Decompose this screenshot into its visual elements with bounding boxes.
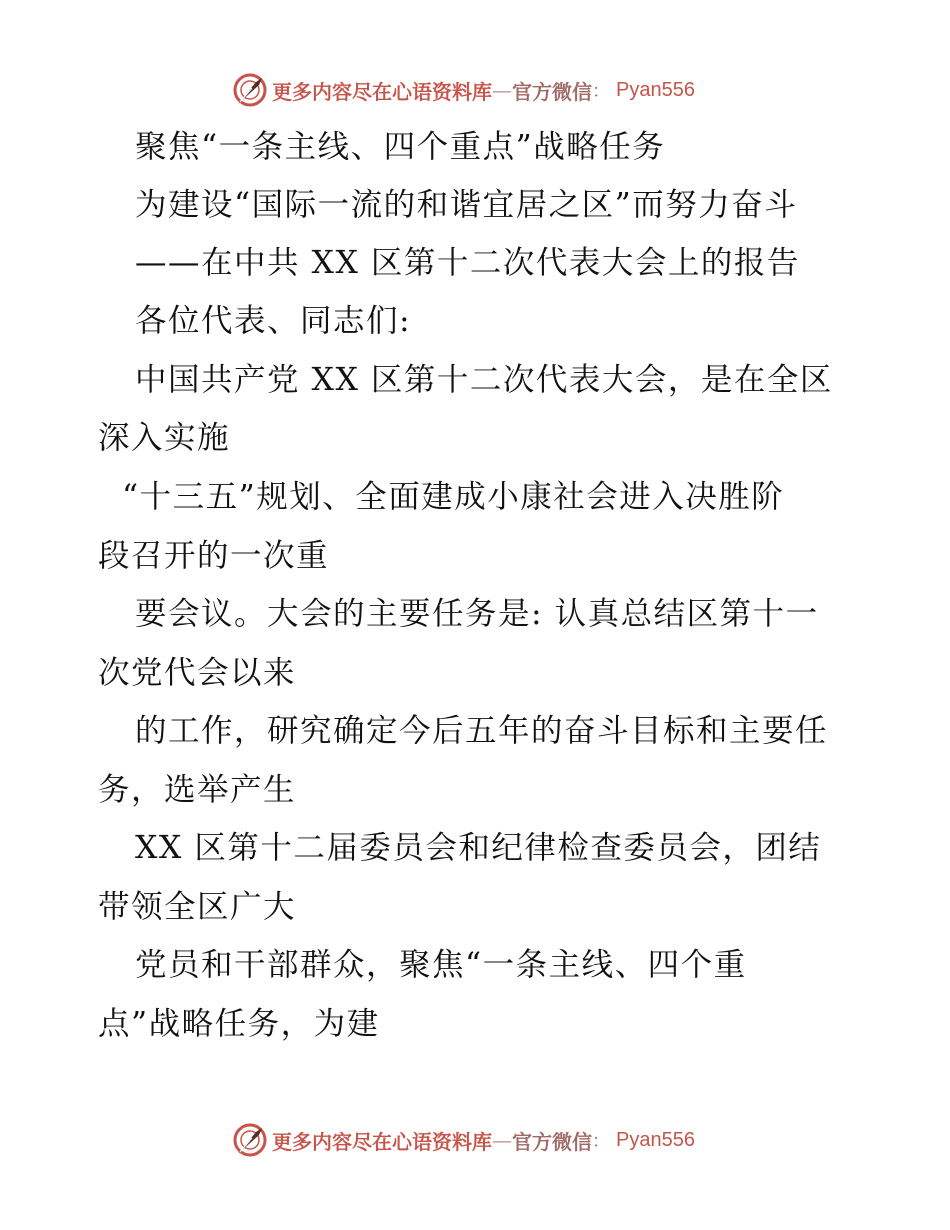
paragraph-line: 次党代会以来	[98, 655, 297, 691]
document-subtitle: 为建设“国际一流的和谐宜居之区”而努力奋斗	[135, 187, 798, 223]
footer-banner-content	[232, 1122, 695, 1158]
paragraph-line: 中国共产党 XX 区第十二次代表大会，是在全区	[135, 362, 833, 398]
paragraph-line: XX 区第十二届委员会和纪律检查委员会，团结	[135, 830, 822, 866]
banner-wechat-label: 官方微信	[512, 1129, 592, 1154]
footer-banner	[0, 1120, 950, 1160]
paragraph-line: “十三五”规划、全面建成小康社会进入决胜阶	[122, 479, 785, 515]
document-byline: ——在中共 XX 区第十二次代表大会上的报告	[135, 245, 800, 281]
quill-pen-logo-icon	[232, 1122, 268, 1158]
paragraph-line: 的工作，研究确定今后五年的奋斗目标和主要任	[135, 713, 829, 749]
banner-colon: ：	[592, 1131, 610, 1152]
banner-separator: —	[492, 1128, 512, 1152]
paragraph-line: 深入实施	[98, 420, 231, 456]
document-title: 聚焦“一条主线、四个重点”战略任务	[135, 129, 666, 165]
paragraph-line: 党员和干部群众，聚焦“一条主线、四个重	[135, 947, 747, 983]
banner-separator: —	[492, 78, 512, 102]
header-banner	[0, 70, 950, 110]
banner-colon: ：	[592, 81, 610, 102]
banner-account-id: Pyan556	[616, 78, 695, 101]
banner-main-text: 更多内容尽在心语资料库	[272, 1129, 492, 1154]
banner-account-id: Pyan556	[616, 1128, 695, 1151]
paragraph-line: 段召开的一次重	[98, 538, 330, 574]
banner-main-text: 更多内容尽在心语资料库	[272, 79, 492, 104]
quill-pen-logo-icon	[232, 72, 268, 108]
paragraph-line: 要会议。大会的主要任务是: 认真总结区第十一	[135, 596, 819, 632]
banner-wechat-label: 官方微信	[512, 79, 592, 104]
paragraph-line: 务，选举产生	[98, 772, 297, 808]
paragraph-line: 点”战略任务，为建	[98, 1006, 380, 1042]
salutation: 各位代表、同志们:	[135, 303, 412, 339]
paragraph-line: 带领全区广大	[98, 889, 297, 925]
header-banner-content	[232, 72, 695, 108]
